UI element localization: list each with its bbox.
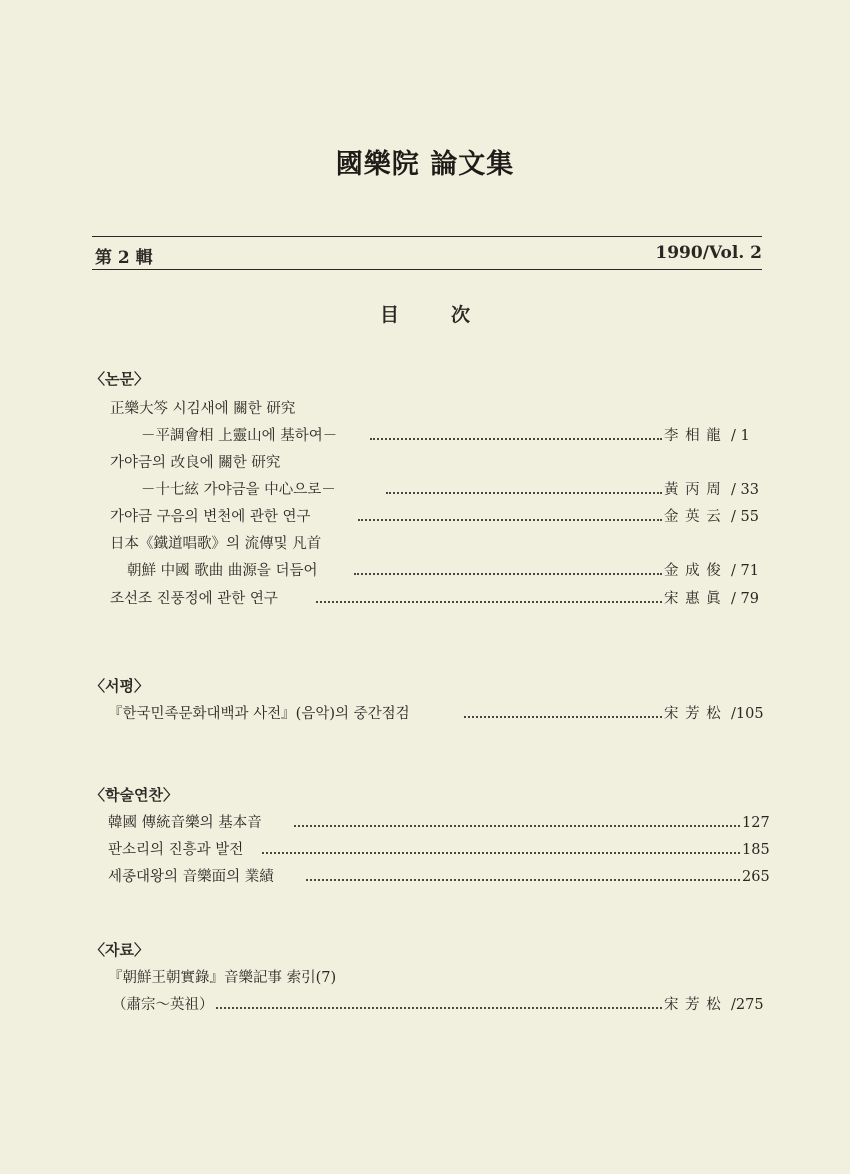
entry-title: 조선조 진풍정에 관한 연구: [110, 591, 278, 607]
entry-page: 185: [742, 842, 770, 858]
list-item: [0, 702, 850, 726]
entry-author: 李 相 龍: [664, 428, 722, 444]
entry-title: 韓國 傳統音樂의 基本音: [108, 815, 262, 831]
entry-title: 판소리의 진흥과 발전: [108, 842, 244, 858]
entry-author: 金 成 俊: [664, 563, 722, 579]
section-label-materials: 〈자료〉: [90, 941, 149, 959]
list-item: [0, 559, 850, 583]
entry-page: / 79: [731, 591, 759, 607]
dot-leader: [306, 879, 740, 881]
list-item: [0, 966, 850, 990]
dot-leader: [464, 716, 662, 718]
list-item: [0, 505, 850, 529]
entry-title: 가야금 구음의 변천에 관한 연구: [110, 509, 311, 525]
list-item: [0, 532, 850, 556]
list-item: [0, 478, 850, 502]
list-item: [0, 424, 850, 448]
dot-leader: [316, 601, 662, 603]
dot-leader: [216, 1007, 662, 1009]
entry-page: /275: [731, 997, 764, 1013]
entry-subtitle: （肅宗～英祖）: [112, 997, 214, 1013]
header-rule-top: [92, 236, 762, 237]
entry-subtitle: 朝鮮 中國 歌曲 曲源을 더듬어: [127, 563, 318, 579]
journal-title: 國樂院 論文集: [335, 149, 515, 180]
list-item: [0, 811, 850, 835]
list-item: [0, 451, 850, 475]
dot-leader: [262, 852, 740, 854]
entry-page: 127: [742, 815, 770, 831]
year-volume: 1990/Vol. 2: [655, 243, 762, 263]
list-item: [0, 587, 850, 611]
entry-subtitle: －平調會相 上靈山에 基하여－: [141, 428, 338, 444]
entry-title: 『한국민족문화대백과 사전』(음악)의 중간점검: [108, 706, 410, 722]
section-label-review: 〈서평〉: [90, 677, 149, 695]
dot-leader: [358, 519, 662, 521]
entry-page: / 1: [731, 428, 750, 444]
entry-title: 세종대왕의 音樂面의 業績: [108, 869, 274, 885]
section-label-papers: 〈논문〉: [90, 370, 149, 388]
list-item: [0, 993, 850, 1017]
entry-author: 黃 丙 周: [664, 482, 722, 498]
dot-leader: [354, 573, 662, 575]
entry-author: 金 英 云: [664, 509, 722, 525]
entry-title: 正樂大笒 시김새에 關한 研究: [110, 401, 296, 417]
list-item: [0, 838, 850, 862]
entry-page: / 55: [731, 509, 759, 525]
dot-leader: [370, 438, 662, 440]
entry-subtitle: －十七絃 가야금을 中心으로－: [141, 482, 336, 498]
header-rule-bottom: [92, 269, 762, 270]
entry-page: /105: [731, 706, 764, 722]
entry-page: 265: [742, 869, 770, 885]
entry-page: / 71: [731, 563, 759, 579]
dot-leader: [386, 492, 662, 494]
entry-title: 日本《鐵道唱歌》의 流傳및 凡首: [110, 536, 322, 552]
list-item: [0, 865, 850, 889]
entry-author: 宋 惠 眞: [664, 591, 722, 607]
entry-page: / 33: [731, 482, 759, 498]
entry-title: 『朝鮮王朝實錄』音樂記事 索引(7): [108, 970, 337, 986]
entry-author: 宋 芳 松: [664, 706, 722, 722]
entry-author: 宋 芳 松: [664, 997, 722, 1013]
list-item: [0, 397, 850, 421]
toc-heading: 目次: [379, 304, 522, 326]
entry-title: 가야금의 改良에 關한 研究: [110, 455, 281, 471]
section-label-lectures: 〈학술연찬〉: [90, 786, 178, 804]
dot-leader: [294, 825, 740, 827]
issue-number: 第 2 輯: [95, 248, 153, 268]
